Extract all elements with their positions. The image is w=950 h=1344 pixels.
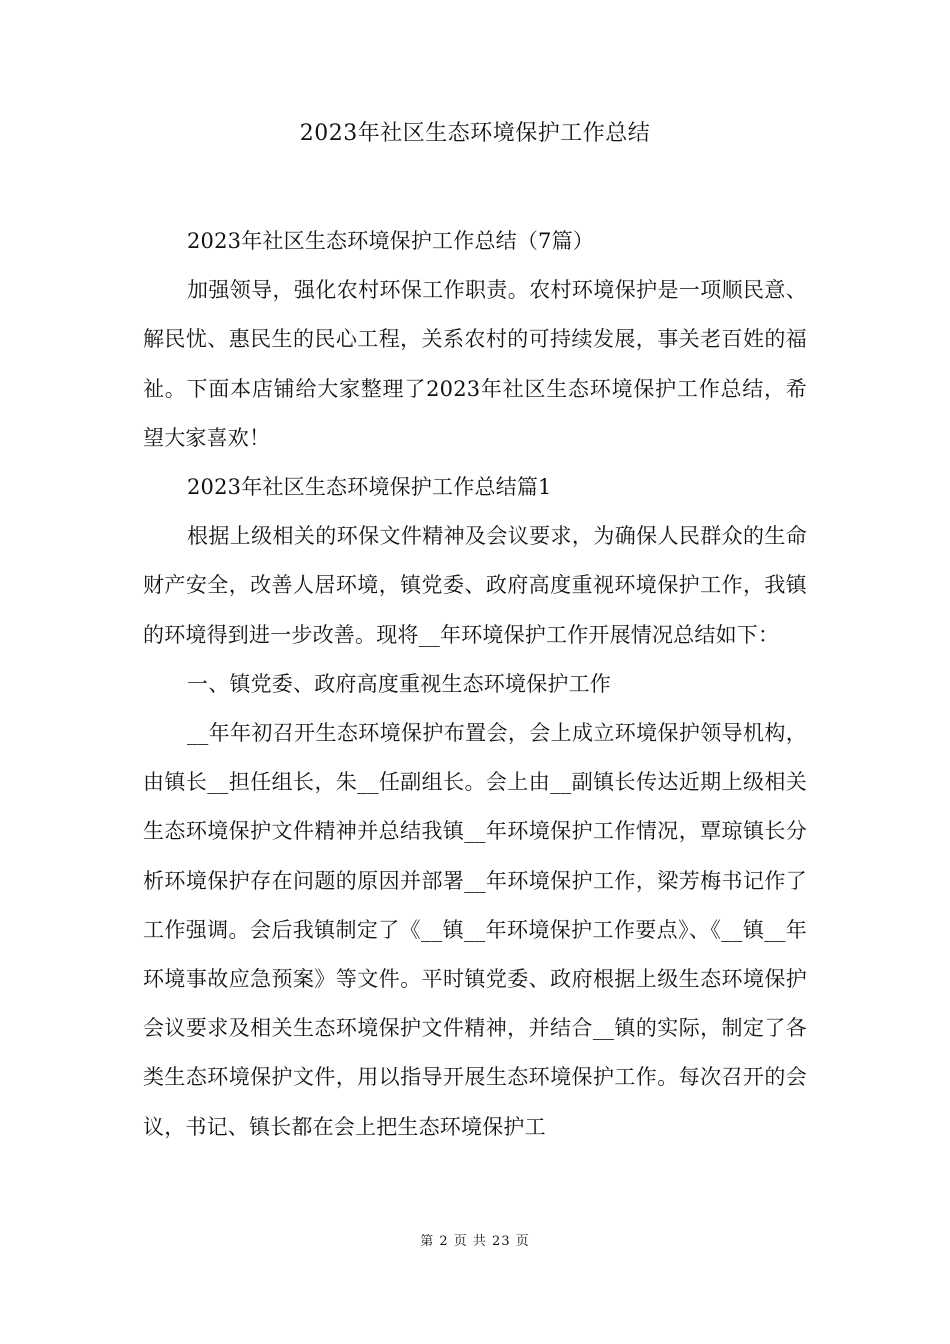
paragraph-intro: 加强领导，强化农村环保工作职责。农村环境保护是一项顺民意、解民忧、惠民生的民心工程，关系农村的可持续发展，事关老百姓的福祉。下面本店铺给大家整理了2023年社区生态环境保护工作总结，希望大家喜欢！ bbox=[143, 278, 807, 450]
paragraph-subtitle: 2023年社区生态环境保护工作总结（7篇） bbox=[187, 229, 595, 253]
document-body bbox=[143, 217, 807, 1152]
page-number-footer: 第 2 页 共 23 页 bbox=[420, 1234, 530, 1249]
paragraph-section-heading: 2023年社区生态环境保护工作总结篇1 bbox=[187, 475, 552, 500]
paragraph-body: __年年初召开生态环境保护布置会，会上成立环境保护领导机构，由镇长__担任组长，朱__任副组长。会上由__副镇长传达近期上级相关生态环境保护文件精神并总结我镇__年环境保护工作情况，覃琼镇长分析环境保护存在问题的原因并部署__年环境保护工作，梁芳梅书记作了工作强调。会后我镇制定了《__镇__年环境保护工作要点》、《__镇__年环境事故应急预案》等文件。平时镇党委、政府根据上级生态环境保护会议要求及相关生态环境保护文件精神，并结合__镇的实际，制定了各类生态环境保护文件，用以指导开展生态环境保护工作。每次召开的会议，书记、镇长都在会上把生态环境保护工 bbox=[143, 721, 807, 1139]
paragraph-body: 根据上级相关的环保文件精神及会议要求，为确保人民群众的生命财产安全，改善人居环境，镇党委、政府高度重视环境保护工作，我镇的环境得到进一步改善。现将__年环境保护工作开展情况总结如下： bbox=[143, 524, 807, 647]
paragraph-subheading: 一、镇党委、政府高度重视生态环境保护工作 bbox=[187, 671, 611, 696]
document-title: 2023年社区生态环境保护工作总结 bbox=[299, 121, 651, 146]
